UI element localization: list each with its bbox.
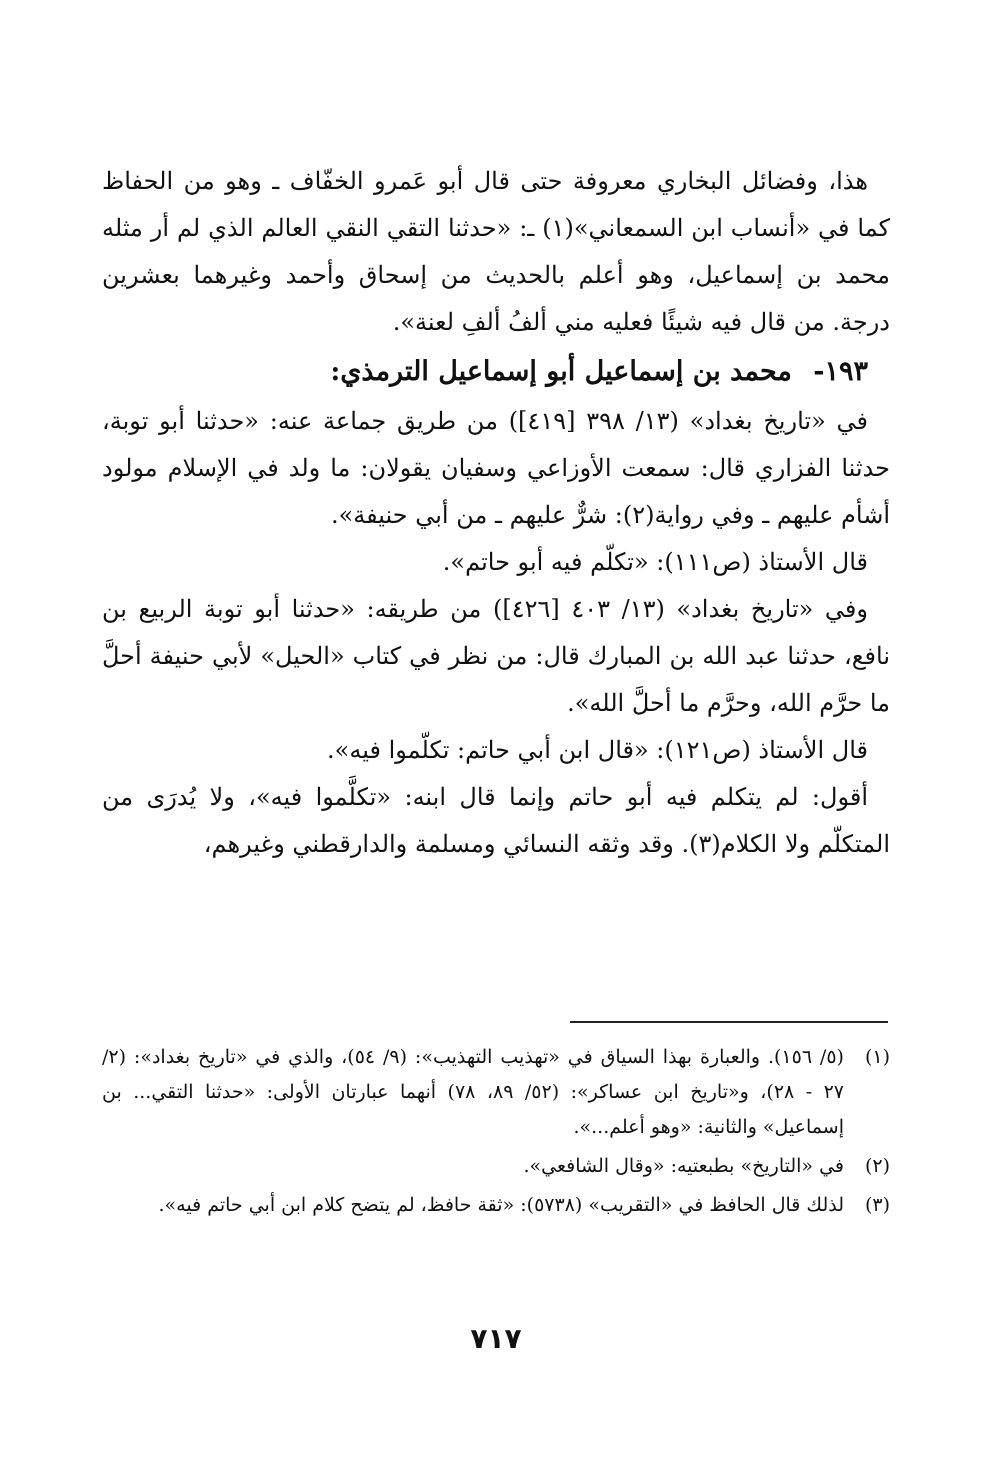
entry-title: محمد بن إسماعيل أبو إسماعيل الترمذي: bbox=[330, 356, 792, 387]
main-text bbox=[102, 158, 890, 868]
footnote-number: (٢) bbox=[864, 1155, 890, 1177]
footnote-item bbox=[102, 1188, 890, 1223]
footnote-text: لذلك قال الحافظ في «التقريب» (٥٧٣٨): «ثقة حافظ، لم يتضح كلام ابن أبي حاتم فيه». bbox=[158, 1194, 844, 1216]
paragraph-ustadh-quote-1: قال الأستاذ (ص١١١): «تكلّم فيه أبو حاتم». bbox=[442, 548, 868, 576]
paragraph-tarikh-baghdad-1: في «تاريخ بغداد» (١٣/ ٣٩٨ [٤١٩]) من طريق جماعة عنه: «حدثنا أبو توبة، حدثنا الفزاري قال: سمعت الأوزاعي وسفيان يقولان: ما ولد في الإسلام مولود أشأم عليهم ـ وفي رواية(٢): شرٌّ عليهم ـ من أبي حنيفة». bbox=[102, 407, 890, 529]
footnote-item bbox=[102, 1149, 890, 1184]
footnote-text: في «التاريخ» بطبعتيه: «وقال الشافعي». bbox=[523, 1155, 844, 1177]
paragraph-author-reply: أقول: لم يتكلم فيه أبو حاتم وإنما قال ابنه: «تكلَّموا فيه»، ولا يُدرَى من المتكلّم ولا الكلام(٣). وقد وثقه النسائي ومسلمة والدارقطني وغيرهم، bbox=[102, 783, 890, 858]
entry-heading bbox=[102, 346, 890, 398]
footnote-separator bbox=[570, 1021, 888, 1023]
paragraph-tarikh-baghdad-2: وفي «تاريخ بغداد» (١٣/ ٤٠٣ [٤٢٦]) من طريقه: «حدثنا أبو توبة الربيع بن نافع، حدثنا عبد الله بن المبارك قال: من نظر في كتاب «الحيل» لأبي حنيفة أحلَّ ما حرَّم الله، وحرَّم ما أحلَّ الله». bbox=[102, 595, 890, 717]
entry-number: ١٩٣- bbox=[813, 356, 868, 387]
footnote-number: (١) bbox=[864, 1046, 890, 1068]
page-number: ٧١٧ bbox=[470, 1322, 522, 1355]
footnote-item bbox=[102, 1040, 890, 1145]
paragraph-bukhari-virtues: هذا، وفضائل البخاري معروفة حتى قال أبو عَمرو الخفّاف ـ وهو من الحفاظ كما في «أنساب ابن السمعاني»(١) ـ: «حدثنا التقي النقي العالم الذي لم أر مثله محمد بن إسماعيل، وهو أعلم بالحديث من إسحاق وأحمد وغيرهما بعشرين درجة. من قال فيه شيئًا فعليه مني ألفُ ألفِ لعنة». bbox=[102, 167, 890, 336]
footnote-number: (٣) bbox=[864, 1194, 890, 1216]
paragraph-ustadh-quote-2: قال الأستاذ (ص١٢١): «قال ابن أبي حاتم: تكلّموا فيه». bbox=[327, 736, 868, 764]
footnotes bbox=[102, 1040, 890, 1227]
footnote-text: (٥/ ١٥٦). والعبارة بهذا السياق في «تهذيب التهذيب»: (٩/ ٥٤)، والذي في «تاريخ بغداد»: (٢/ ٢٧ - ٢٨)، و«تاريخ ابن عساكر»: (٥٢/ ٨٩، ٧٨) أنهما عبارتان الأولى: «حدثنا التقي... بن إسماعيل» والثانية: «وهو أعلم...». bbox=[102, 1046, 845, 1138]
